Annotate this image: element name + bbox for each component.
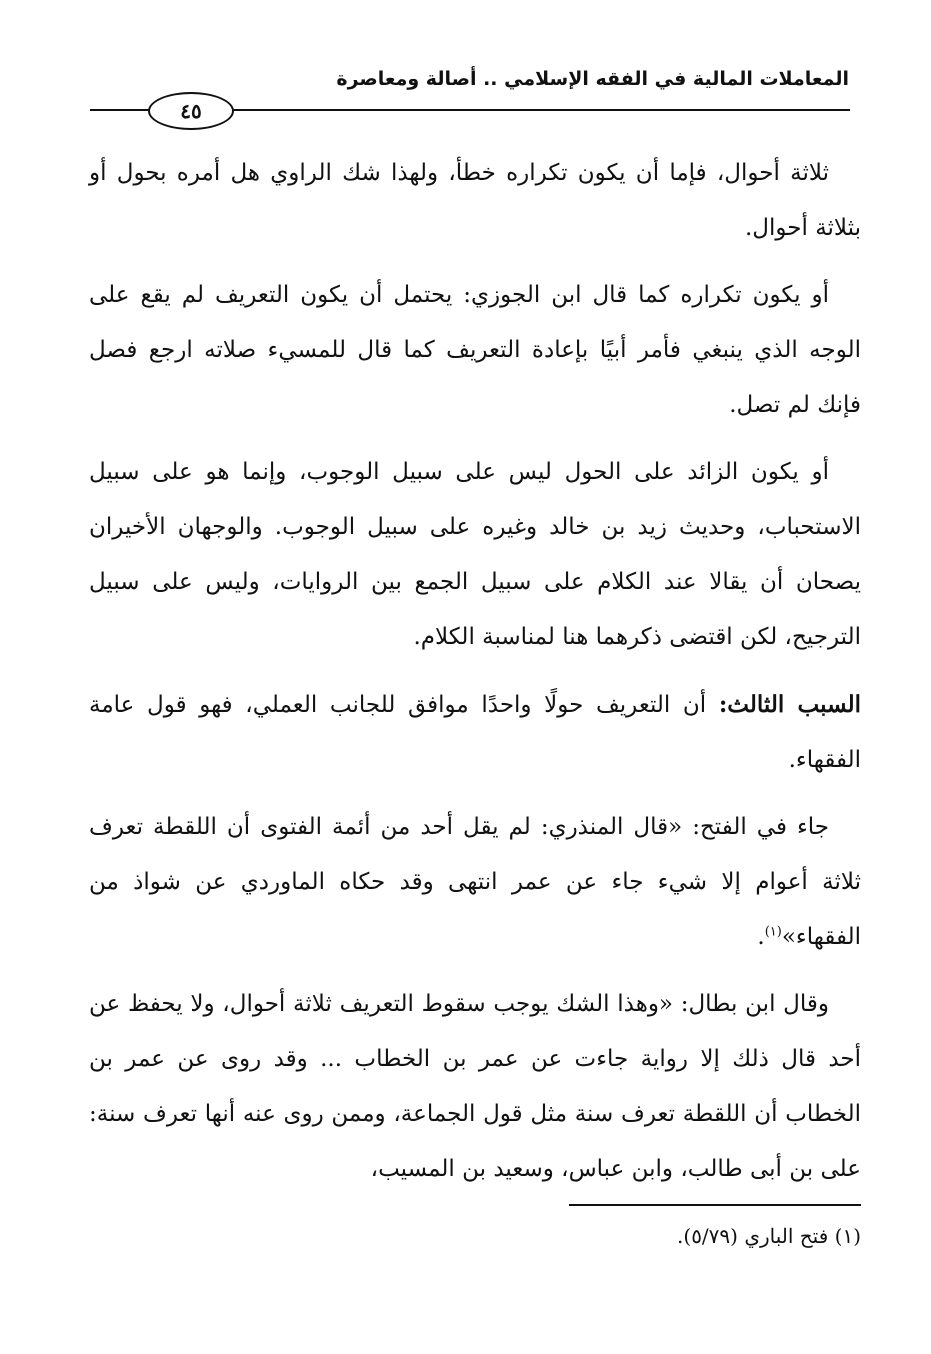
paragraph-6: وقال ابن بطال: «وهذا الشك يوجب سقوط التعريف ثلاثة أحوال، ولا يحفظ عن أحد قال ذلك إلا رواية جاءت عن عمر بن الخطاب ... وقد روى عن عمر بن الخطاب أن اللقطة تعرف سنة مثل قول الجماعة، وممن روى عنه أنها تعرف سنة: على بن أبى طالب، وابن عباس، وسعيد بن المسيب،	[89, 991, 861, 1182]
paragraph-4-text: أن التعريف حولًا واحدًا موافق للجانب العملي، فهو قول عامة الفقهاء.	[89, 692, 861, 773]
footnote-rule	[569, 1204, 861, 1206]
paragraph-5-end: .	[757, 924, 765, 950]
running-title: المعاملات المالية في الفقه الإسلامي .. أصالة ومعاصرة	[336, 68, 849, 90]
page-number	[148, 92, 234, 130]
section-lead: السبب الثالث:	[718, 691, 861, 718]
paragraph-1: ثلاثة أحوال، فإما أن يكون تكراره خطأ، ولهذا شك الراوي هل أمره بحول أو بثلاثة أحوال.	[89, 160, 861, 241]
body-text	[89, 146, 861, 1209]
paragraph-2: أو يكون تكراره كما قال ابن الجوزي: يحتمل أن يكون التعريف لم يقع على الوجه الذي ينبغي فأمر أبيًا بإعادة التعريف كما قال للمسيء صلاته ارجع فصل فإنك لم تصل.	[89, 282, 861, 418]
footnote-ref[interactable]: (١)	[764, 924, 782, 940]
page-number-text: ٤٥	[180, 99, 202, 123]
footnote: (١) فتح الباري (٥/٧٩).	[677, 1224, 861, 1248]
paragraph-5	[89, 800, 861, 965]
paragraph-5-text: جاء في الفتح: «قال المنذري: لم يقل أحد من أئمة الفتوى أن اللقطة تعرف ثلاثة أعوام إلا شيء جاء عن عمر انتهى وقد حكاه الماوردي عن شواذ من الفقهاء»	[89, 814, 861, 950]
paragraph-4	[89, 677, 861, 788]
paragraph-3: أو يكون الزائد على الحول ليس على سبيل الوجوب، وإنما هو على سبيل الاستحباب، وحديث زيد بن خالد وغيره على سبيل الوجوب. والوجهان الأخيران يصحان أن يقالا عند الكلام على سبيل الجمع بين الروايات، وليس على سبيل الترجيح، لكن اقتضى ذكرهما هنا لمناسبة الكلام.	[89, 459, 861, 650]
